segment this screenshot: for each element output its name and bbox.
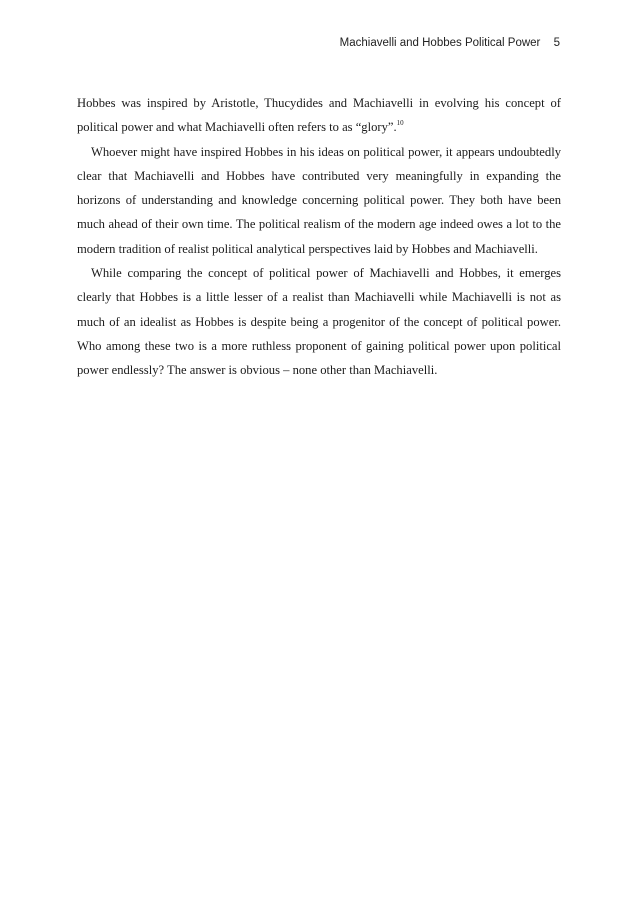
page-number: 5 (553, 37, 560, 49)
running-header (340, 37, 560, 49)
footnote-reference: 10 (396, 119, 404, 128)
paragraph-2: Whoever might have inspired Hobbes in his ideas on political power, it appears undoubtedly clear that Machiavelli and Hobbes have contributed very meaningfully in expanding the horizons of understanding and knowledge concerning political power. They both have been much ahead of their own time. The political realism of the modern age indeed owes a lot to the modern tradition of realist political analytical perspectives laid by Hobbes and Machiavelli. (77, 144, 561, 256)
paragraph-1 (77, 91, 561, 140)
paragraph-3: While comparing the concept of political power of Machiavelli and Hobbes, it emerges clearly that Hobbes is a little lesser of a realist than Machiavelli while Machiavelli is not as much of an idealist as Hobbes is despite being a progenitor of the concept of political power. Who among these two is a more ruthless proponent of gaining political power upon political power endlessly? The answer is obvious – none other than Machiavelli. (77, 266, 561, 378)
paragraph-1-text: Hobbes was inspired by Aristotle, Thucydides and Machiavelli in evolving his concept of political power and what Machiavelli often refers to as “glory”. (77, 96, 561, 135)
body-text (77, 91, 561, 383)
header-title: Machiavelli and Hobbes Political Power (339, 37, 541, 49)
